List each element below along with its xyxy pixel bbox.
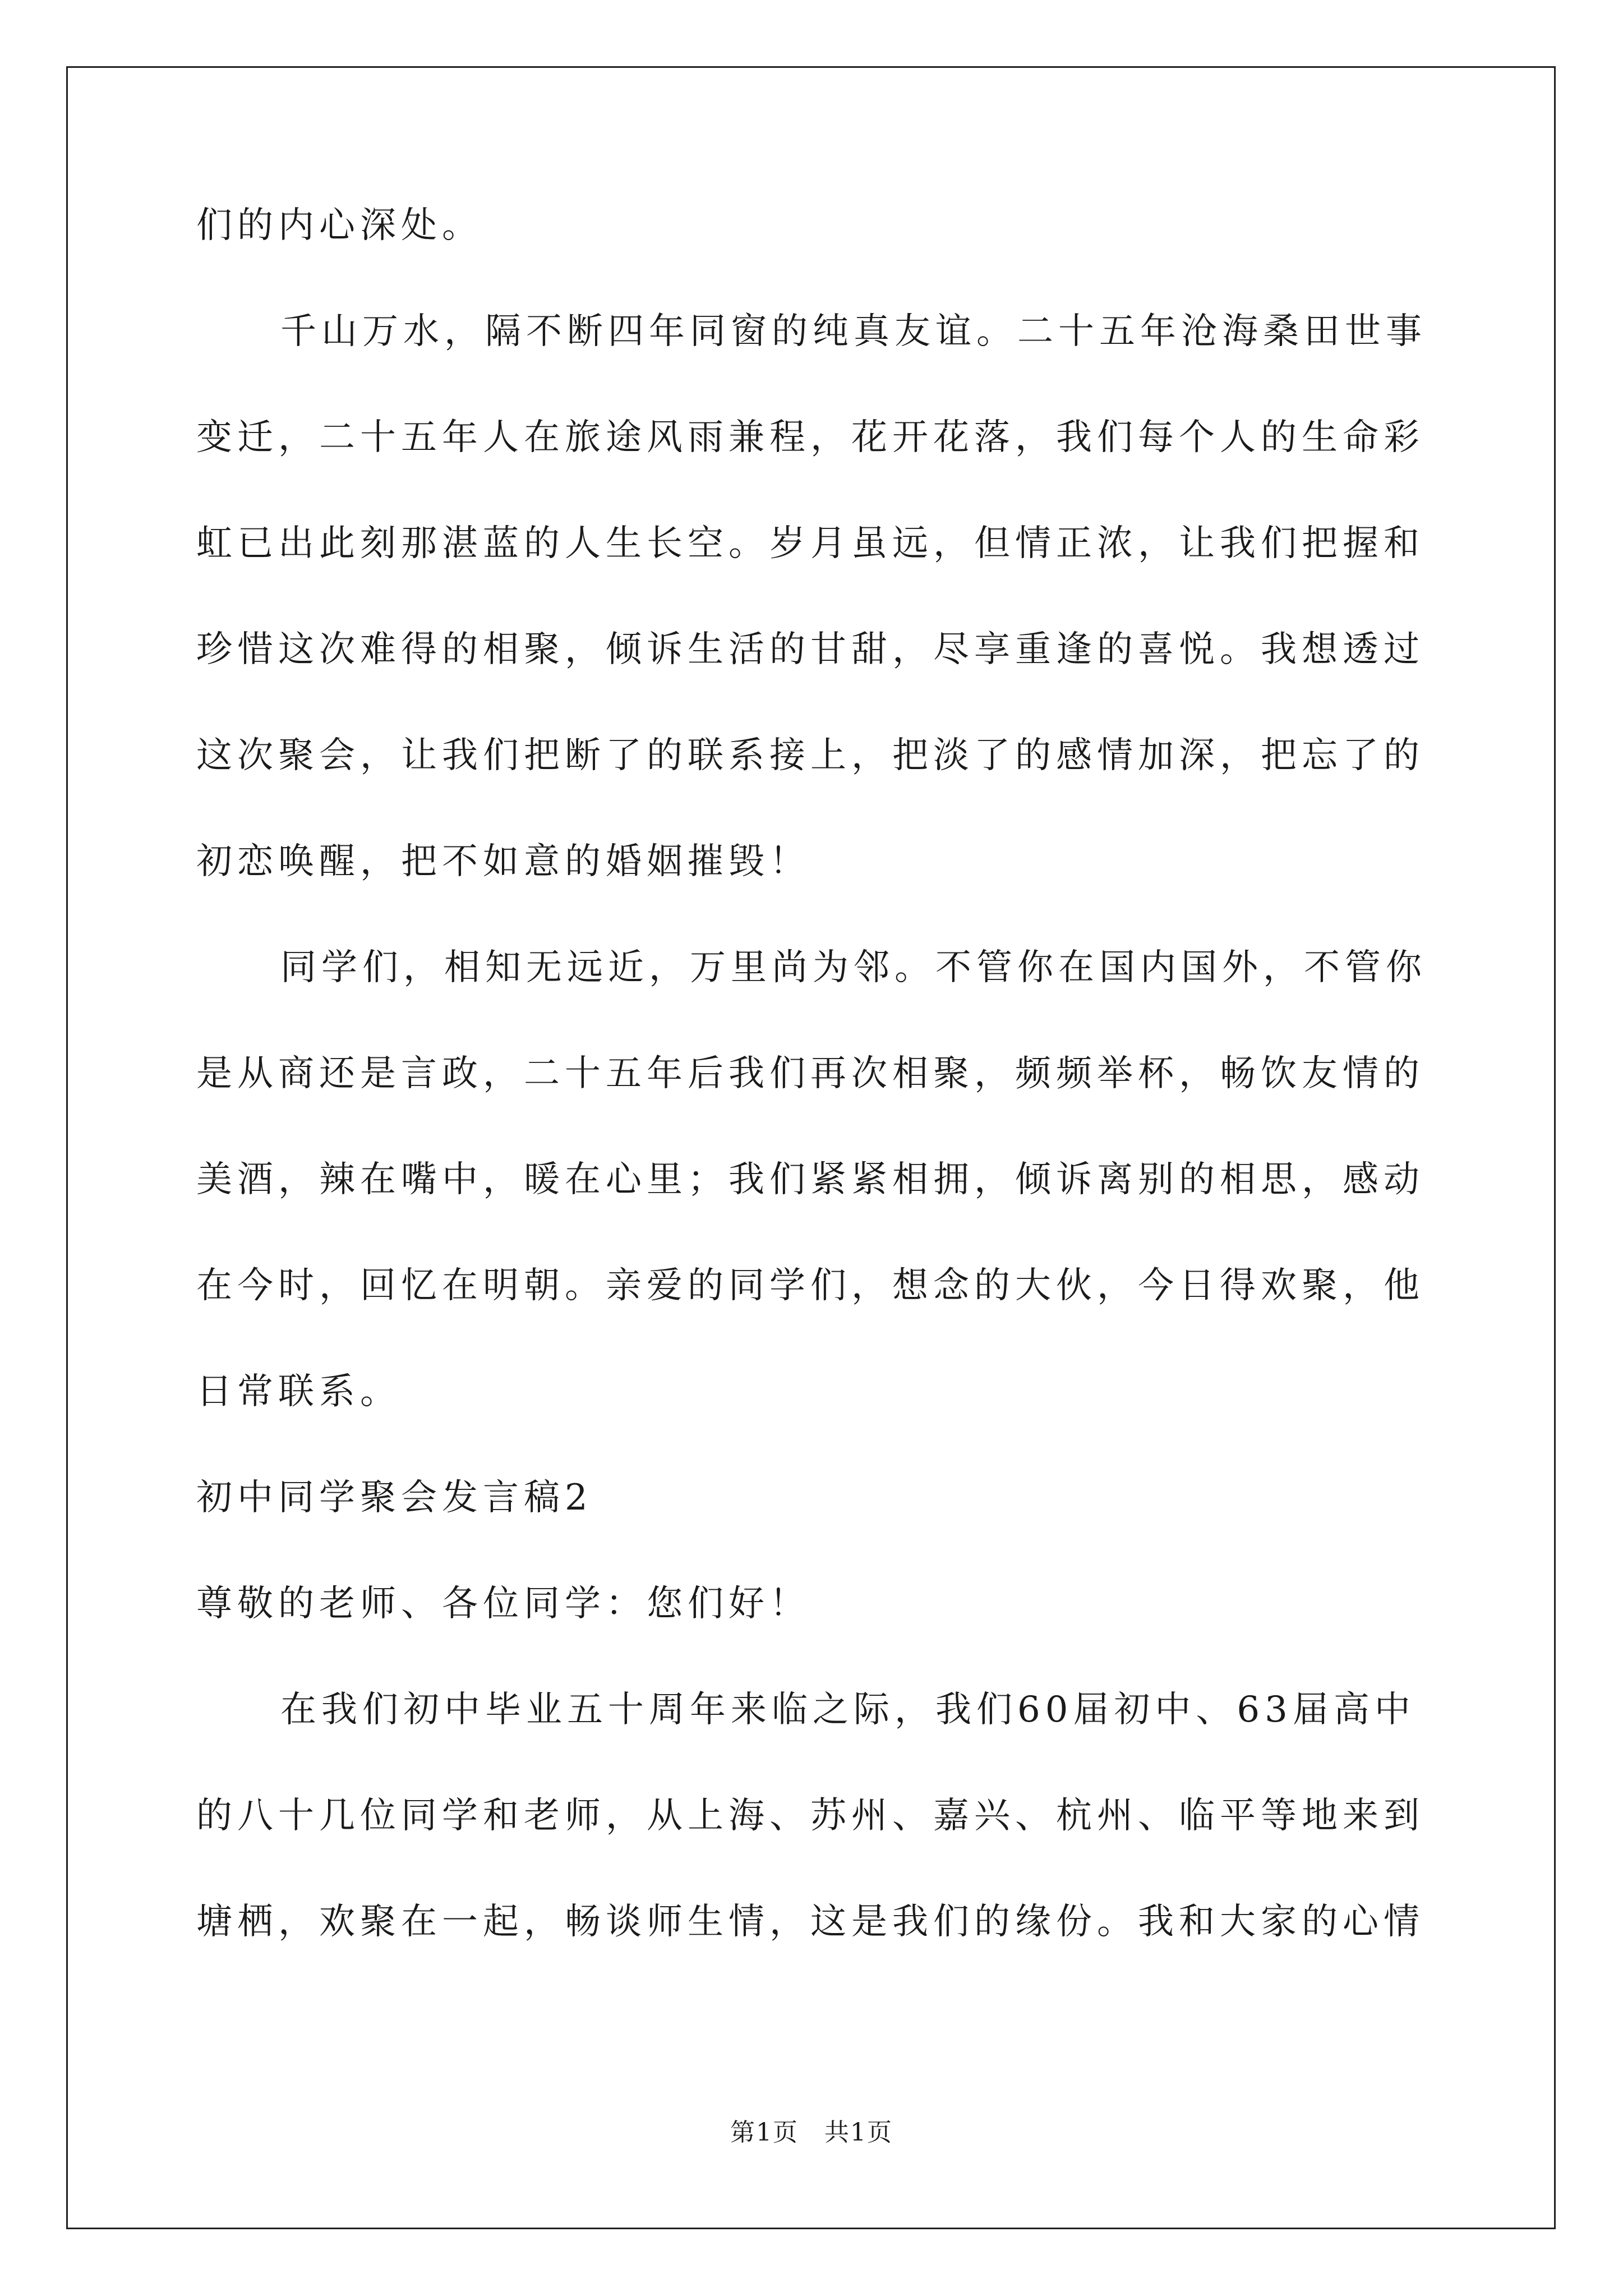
- text-line: 的八十几位同学和老师，从上海、苏州、嘉兴、杭州、临平等地来到: [196, 1795, 1424, 1837]
- salutation: 尊敬的老师、各位同学：您们好！: [196, 1583, 810, 1625]
- text-line: 是从商还是言政，二十五年后我们再次相聚，频频举杯，畅饮友情的: [196, 1053, 1424, 1094]
- text-line: 同学们，相知无远近，万里尚为邻。不管你在国内国外，不管你: [280, 947, 1427, 988]
- text-line: 们的内心深处。: [196, 205, 483, 246]
- text-line: 在今时，回忆在明朝。亲爱的同学们，想念的大伙，今日得欢聚，他: [196, 1265, 1424, 1306]
- text-line: 日常联系。: [196, 1371, 401, 1412]
- text-line: 塘栖，欢聚在一起，畅谈师生情，这是我们的缘份。我和大家的心情: [196, 1901, 1424, 1943]
- page-number-footer: 第1页 共1页: [730, 2118, 893, 2147]
- text-line: 初恋唤醒，把不如意的婚姻摧毁！: [196, 841, 810, 882]
- text-line: 变迁，二十五年人在旅途风雨兼程，花开花落，我们每个人的生命彩: [196, 417, 1424, 458]
- document-body: [196, 205, 1430, 2010]
- section-heading: 初中同学聚会发言稿2: [196, 1477, 593, 1519]
- text-line: 美酒，辣在嘴中，暖在心里；我们紧紧相拥，倾诉离别的相思，感动: [196, 1159, 1424, 1200]
- text-line: 这次聚会，让我们把断了的联系接上，把淡了的感情加深，把忘了的: [196, 735, 1424, 776]
- text-line: 在我们初中毕业五十周年来临之际，我们60届初中、63届高中: [280, 1689, 1415, 1731]
- text-line: 珍惜这次难得的相聚，倾诉生活的甘甜，尽享重逢的喜悦。我想透过: [196, 629, 1424, 670]
- text-line: 千山万水，隔不断四年同窗的纯真友谊。二十五年沧海桑田世事: [280, 311, 1427, 352]
- text-line: 虹已出此刻那湛蓝的人生长空。岁月虽远，但情正浓，让我们把握和: [196, 523, 1424, 564]
